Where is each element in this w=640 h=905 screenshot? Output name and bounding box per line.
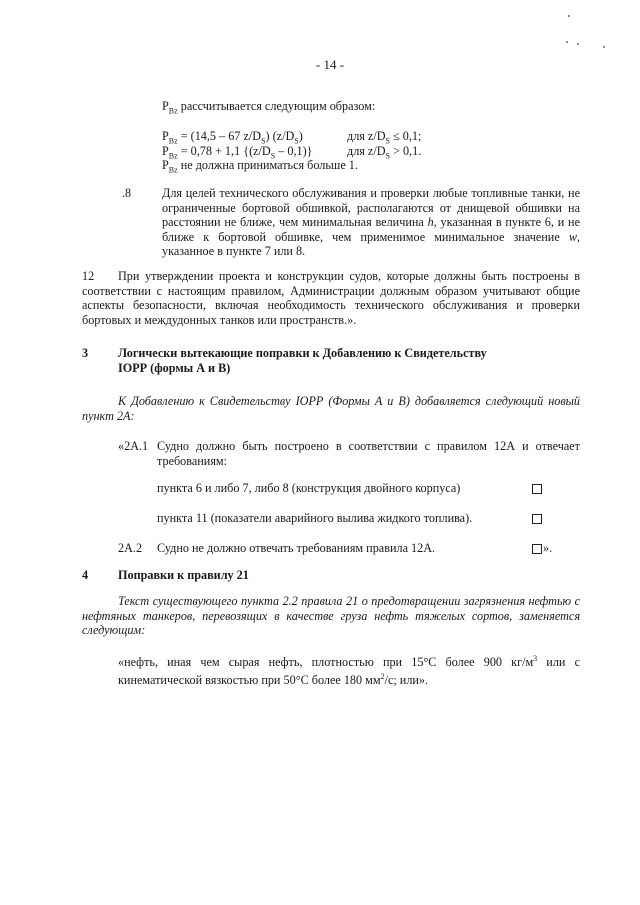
checkbox-oil-outflow[interactable] xyxy=(532,514,542,524)
pbz-intro: $P_{Bz}$ рассчитывается следующим образом: xyxy=(162,99,376,116)
scan-speck xyxy=(568,15,570,17)
section-4-title: Поправки к правилу 21 xyxy=(118,568,249,582)
page-number: - 14 - xyxy=(315,57,345,72)
item-2a1-text: Судно должно быть построено в соответствии с правилом 12А и отвечает требованиям: xyxy=(157,439,580,468)
paragraph-12-number: 12 xyxy=(82,269,95,283)
formula-note: $P_{Bz}$ не должна приниматься больше 1. xyxy=(162,158,358,175)
item-2a1-number: «2А.1 xyxy=(118,439,149,453)
option-double-hull: пункта 6 и либо 7, либо 8 (конструкция двойного корпуса) xyxy=(157,481,461,495)
section-4-intro: Текст существующего пункта 2.2 правила 21 о предотвращении загрязнения нефтью с нефтяных танкеров, перевозящих в качестве груза нефть тяжелых сортов, заменяется следующим: xyxy=(82,594,580,638)
scan-speck xyxy=(603,46,605,48)
closing-quote: ». xyxy=(543,541,553,555)
option-oil-outflow: пункта 11 (показатели аварийного вылива жидкого топлива). xyxy=(157,511,473,525)
section-3-title: Логически вытекающие поправки к Добавлению к Свидетельству ІОРР (формы А и В) xyxy=(118,346,487,375)
formula-1: $P_{Bz} = (14,5 - 67$ $z/D_S$) $(z/D_S)$ xyxy=(162,129,303,146)
scan-speck xyxy=(577,43,579,45)
replacement-quote: «нефть, иная чем сырая нефть, плотностью при 15°C более 900 $кг/м^3$ или с кинематической вязкостью при 50°C более 180 $мм^2/с$; или». xyxy=(118,654,580,687)
paragraph-12-text: При утверждении проекта и конструкции судов, которые должны быть построены в соответствии с настоящим правилом, Администрации должным образом учитывают общие аспекты безопасности, включая необходимость технического обслуживания и проверки бортовых и междудонных танков или пространств.». xyxy=(82,269,580,327)
section-3-intro: К Добавлению к Свидетельству ІОРР (Формы А и В) добавляется следующий новый пункт 2А: xyxy=(82,394,580,423)
item-8-text: Для целей технического обслуживания и проверки любые топливные танки, не ограниченные бортовой обшивкой, располагаются от днищевой обшивки на расстоянии не ближе, чем минимальная величина h, указанная в пункте 6, и не ближе к бортовой обшивке, чем применимое минимальное значение w, указанное в пункте 7 или 8. xyxy=(162,186,580,259)
formula-2-condition: для $z/D_S > 0,1$. xyxy=(347,144,422,161)
formula-2: $P_{Bz} = 0,78 + 1,1$ $\{(z/D_S - 0,1)\}$ xyxy=(162,144,313,161)
checkbox-not-required[interactable] xyxy=(532,544,542,554)
section-4-number: 4 xyxy=(82,568,89,582)
item-2a2-text: Судно не должно отвечать требованиям правила 12А. xyxy=(157,541,436,555)
scan-speck xyxy=(566,41,568,43)
section-3-number: 3 xyxy=(82,346,89,360)
item-8-number: .8 xyxy=(122,186,132,200)
formula-1-condition: для $z/D_S \le 0,1$; xyxy=(347,129,422,146)
checkbox-double-hull[interactable] xyxy=(532,484,542,494)
item-2a2-number: 2А.2 xyxy=(118,541,143,555)
